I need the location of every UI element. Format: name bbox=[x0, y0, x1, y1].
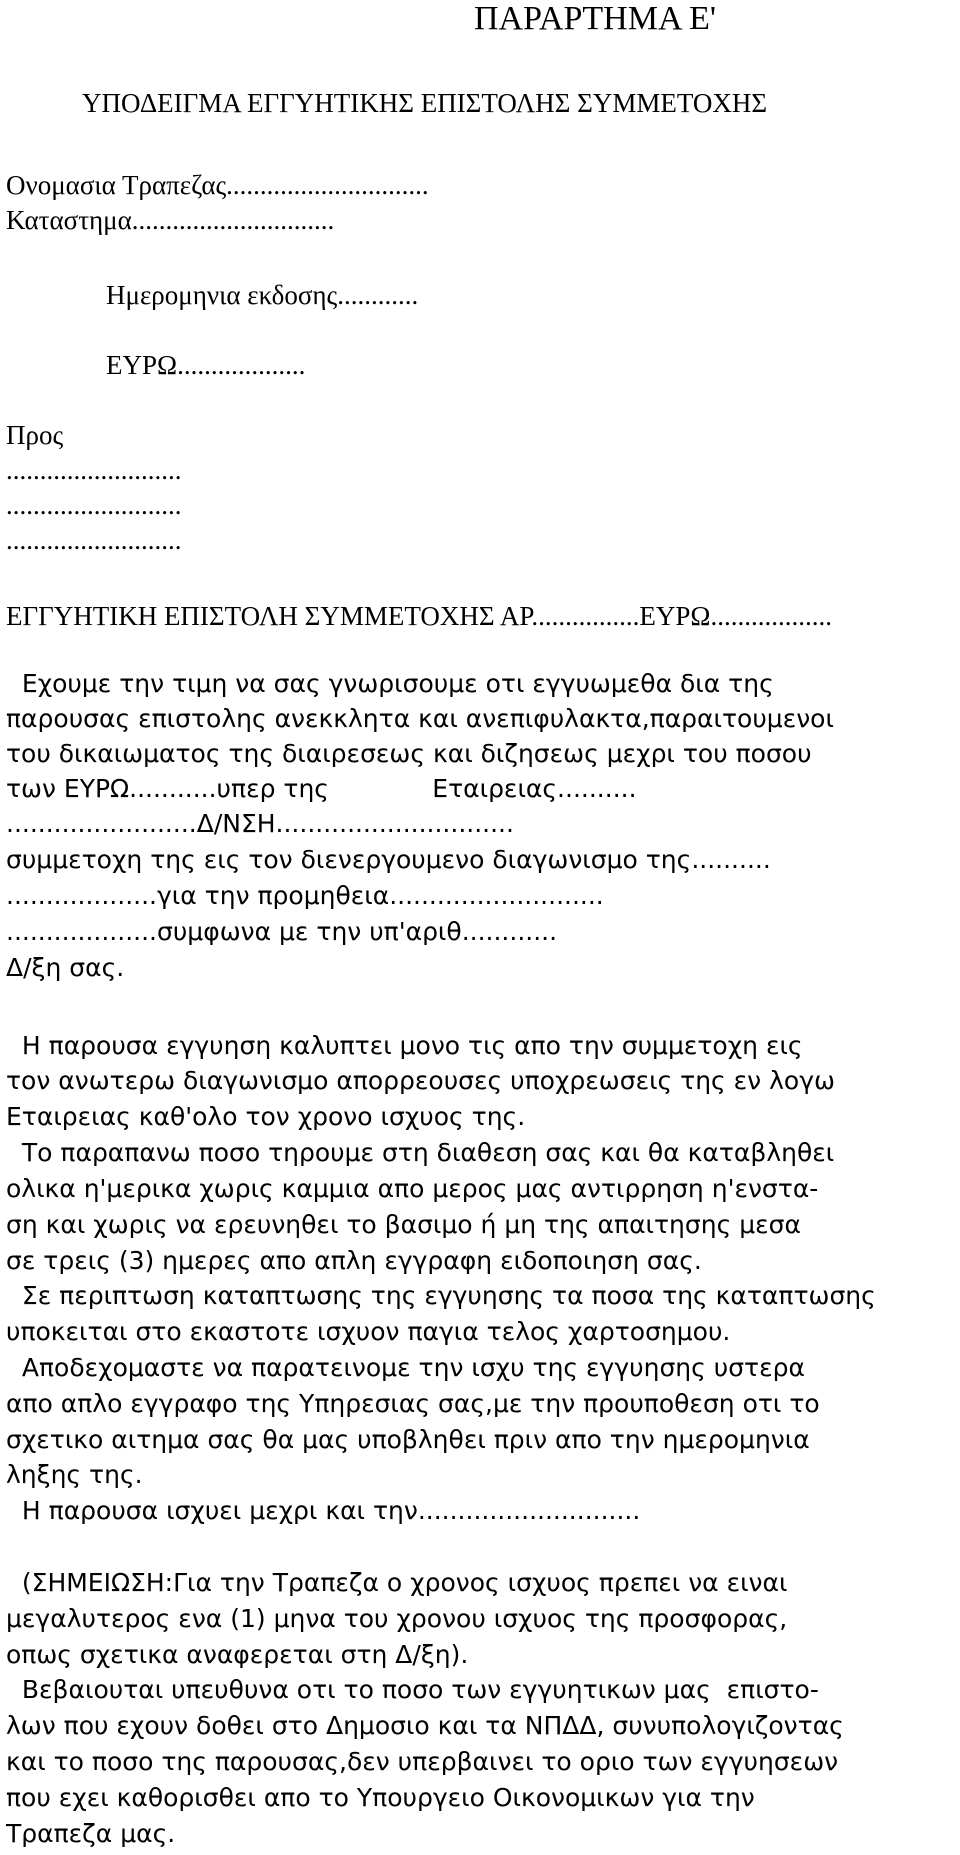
paragraph1-line: ...................συμφωνα με την υπ'αριθ............ bbox=[6, 917, 558, 946]
paragraph4-line: λων που εχουν δοθει στο Δημοσιο και τα ΝΠΔΔ, συνυπολογιζοντας bbox=[6, 1711, 844, 1740]
paragraph3-line: ολικα η'μερικα χωρις καμμια απο μερος μας αντιρρηση η'ενστα- bbox=[6, 1174, 819, 1203]
paragraph1-line: συμμετοχη της εις τον διενεργουμενο διαγωνισμο της.......... bbox=[6, 845, 771, 874]
issue-date-line: Ημερομηνια εκδοσης............ bbox=[106, 280, 419, 310]
paragraph3-line: Σε περιπτωση καταπτωσης της εγγυησης τα ποσα της καταπτωσης bbox=[6, 1281, 876, 1310]
paragraph2-line: Η παρουσα εγγυηση καλυπτει μονο τις απο την συμμετοχη εις bbox=[6, 1031, 803, 1060]
paragraph1-line: ........................Δ/ΝΣΗ.............................. bbox=[6, 809, 514, 838]
recipient-label: Προς bbox=[6, 420, 64, 450]
paragraph3-line: σε τρεις (3) ημερες απο απλη εγγραφη ειδοποιηση σας. bbox=[6, 1246, 702, 1275]
paragraph3-line: Αποδεχομαστε να παρατεινομε την ισχυ της εγγυησης υστερα bbox=[6, 1353, 805, 1382]
paragraph1-line: του δικαιωματος της διαιρεσεως και διζησεως μεχρι του ποσου bbox=[6, 739, 812, 768]
paragraph1-line: Δ/ξη σας. bbox=[6, 953, 125, 982]
recipient-line-3: .......................... bbox=[6, 525, 182, 555]
recipient-line-2: .......................... bbox=[6, 490, 182, 520]
branch-line: Καταστημα.............................. bbox=[6, 205, 335, 235]
paragraph3-line: ση και χωρις να ερευνηθει το βασιμο ή μη της απαιτησης μεσα bbox=[6, 1210, 801, 1239]
paragraph3-line: Το παραπανω ποσο τηρουμε στη διαθεση σας και θα καταβληθει bbox=[6, 1138, 835, 1167]
paragraph4-line: που εχει καθορισθει απο το Υπουργειο Οικονομικων για την bbox=[6, 1783, 755, 1812]
paragraph1-line: ...................για την προμηθεια........................... bbox=[6, 881, 604, 910]
paragraph3-line: Η παρουσα ισχυει μεχρι και την............................ bbox=[6, 1496, 641, 1525]
paragraph4-line: Βεβαιουται υπευθυνα οτι το ποσο των εγγυητικων μας επιστο- bbox=[6, 1675, 819, 1704]
paragraph3-line: απο απλο εγγραφο της Υπηρεσιας σας,με την προυποθεση οτι το bbox=[6, 1389, 820, 1418]
paragraph4-line: και το ποσο της παρουσας,δεν υπερβαινει το οριο των εγγυησεων bbox=[6, 1747, 839, 1776]
paragraph4-line: οπως σχετικα αναφερεται στη Δ/ξη). bbox=[6, 1640, 469, 1669]
paragraph4-line: (ΣΗΜΕΙΩΣΗ:Για την Τραπεζα ο χρονος ισχυος πρεπει να ειναι bbox=[6, 1568, 788, 1597]
paragraph4-line: Τραπεζα μας. bbox=[6, 1819, 176, 1848]
recipient-line-1: .......................... bbox=[6, 455, 182, 485]
paragraph3-line: σχετικο αιτημα σας θα μας υποβληθει πριν απο την ημερομηνια bbox=[6, 1425, 810, 1454]
paragraph4-line: μεγαλυτερος ενα (1) μηνα του χρονου ισχυος της προσφορας, bbox=[6, 1604, 788, 1633]
bank-name-line: Ονομασια Τραπεζας.............................. bbox=[6, 170, 429, 200]
paragraph1-line: παρουσας επιστολης ανεκκλητα και ανεπιφυλακτα,παραιτουμενοι bbox=[6, 704, 834, 733]
paragraph2-line: Εταιρειας καθ'ολο τον χρονο ισχυος της. bbox=[6, 1102, 526, 1131]
letter-title: ΕΓΓΥΗΤΙΚΗ ΕΠΙΣΤΟΛΗ ΣΥΜΜΕΤΟΧΗΣ ΑΡ................ΕΥΡΩ.................. bbox=[6, 601, 832, 631]
paragraph3-line: υποκειται στο εκαστοτε ισχυον παγια τελος χαρτοσημου. bbox=[6, 1317, 731, 1346]
paragraph3-line: ληξης της. bbox=[6, 1460, 143, 1489]
paragraph2-line: τον ανωτερω διαγωνισμο απορρεουσες υποχρεωσεις της εν λογω bbox=[6, 1066, 835, 1095]
euro-amount-line: ΕΥΡΩ................... bbox=[106, 350, 306, 380]
paragraph1-line: Εχουμε την τιμη να σας γνωρισουμε οτι εγγυωμεθα δια της bbox=[6, 669, 774, 698]
paragraph1-line: των ΕΥΡΩ...........υπερ της Εταιρειας.......... bbox=[6, 774, 637, 803]
annex-title: ΠΑΡΑΡΤΗΜΑ Ε' bbox=[474, 0, 717, 37]
model-title: ΥΠΟΔΕΙΓΜΑ ΕΓΓΥΗΤΙΚΗΣ ΕΠΙΣΤΟΛΗΣ ΣΥΜΜΕΤΟΧΗΣ bbox=[82, 88, 768, 118]
